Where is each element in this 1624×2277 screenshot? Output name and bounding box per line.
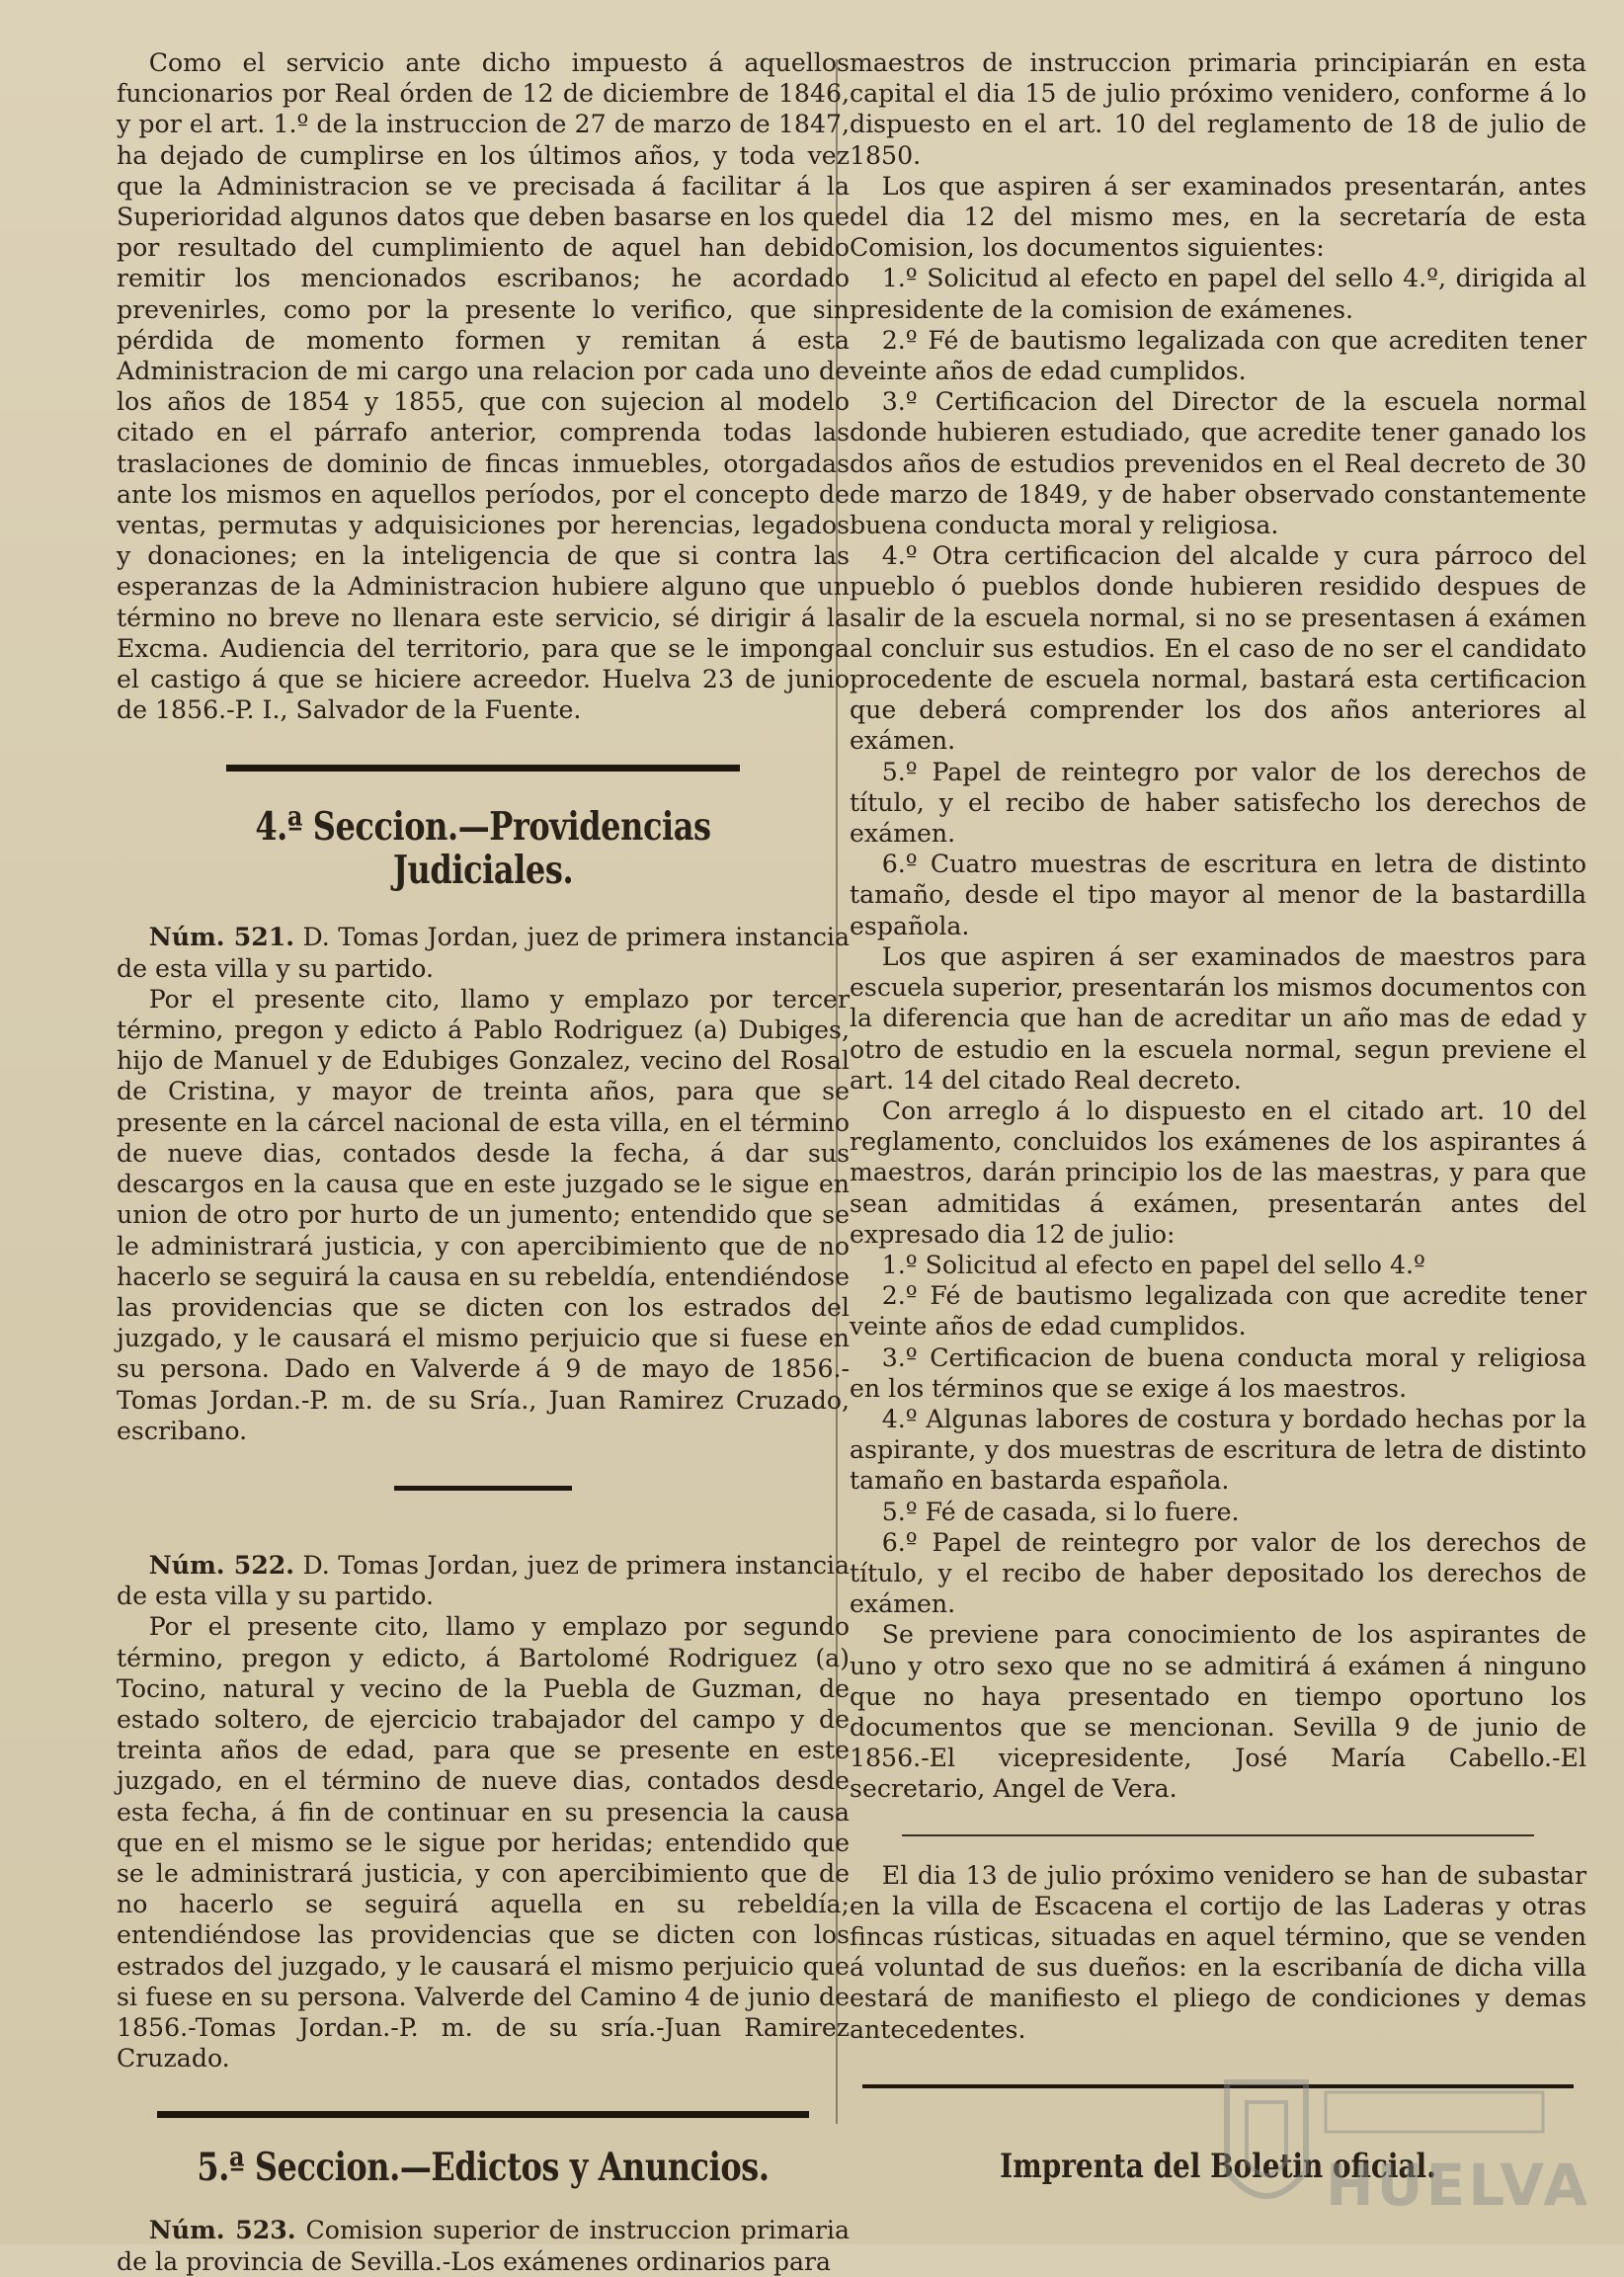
notice-521-number: Núm. 521.	[148, 922, 295, 952]
doc-maestras-2: 2.º Fé de bautismo legalizada con que acredite tener veinte años de edad cumplidos.	[850, 1281, 1586, 1342]
intro-paragraph: Como el servicio ante dicho impuesto á aquellos funcionarios por Real órden de 12 de diciembre de 1846, y por el art. 1.º de la instruccion de 27 de marzo de 1847, ha dejado de cumplirse en los últimos años, y toda vez que la Administracion se ve precisada á facilitar á la Superioridad algunos datos que deben basarse en los que por resultado del cumplimiento de aquel han debido remitir los mencionados escribanos; he acordado prevenirles, como por la presente lo verifico, que sin pérdida de momento formen y remitan á esta Administracion de mi cargo una relacion por cada uno de los años de 1854 y 1855, que con sujecion al modelo citado en el párrafo anterior, comprenda todas las traslaciones de dominio de fincas inmuebles, otorgadas ante los mismos en aquellos períodos, por el concepto de ventas, permutas y adquisiciones por herencias, legados y donaciones; en la inteligencia de que si contra las esperanzas de la Administracion hubiere alguno que un término no breve no llenara este servicio, sé dirigir á la Excma. Audiencia del territorio, para que se le imponga el castigo á que se hiciere acreedor. Huelva 23 de junio de 1856.-P. I., Salvador de la Fuente.	[117, 48, 850, 725]
notice-522-number: Núm. 522.	[148, 1549, 295, 1580]
doc-maestras-1: 1.º Solicitud al efecto en papel del sello 4.º	[881, 1250, 1425, 1279]
archive-stamp	[1217, 2063, 1591, 2233]
divider-rule	[157, 2111, 809, 2118]
doc-maestros-2: 2.º Fé de bautismo legalizada con que acrediten tener veinte años de edad cumplidos.	[850, 325, 1586, 386]
superior-school-paragraph: Los que aspiren á ser examinados de maestros para escuela superior, presentarán los mismos documentos con la diferencia que han de acreditar un año mas de edad y otro de estudio en la escuela normal, segun previene el art. 14 del citado Real decreto.	[850, 941, 1586, 1095]
section-4-title: 4.ª Seccion.—Providencias Judiciales.	[255, 804, 711, 894]
right-column	[850, 47, 1586, 2186]
subasta-paragraph: El dia 13 de julio próximo venidero se han de subastar en la villa de Escacena el cortijo de las Laderas y otras fincas rústicas, situadas en aquel término, que se venden á voluntad de sus dueños: en la escribanía de dicha villa estará de manifiesto el pliego de condiciones y demas antecedentes.	[850, 1860, 1586, 2044]
notice-523-continuation: maestros de instruccion primaria principiarán en esta capital el dia 15 de julio próximo venidero, conforme á lo dispuesto en el art. 10 del reglamento de 18 de julio de 1850.	[850, 48, 1586, 170]
notice-523-number: Núm. 523.	[148, 2215, 296, 2245]
imprint-line: Imprenta del Boletin oficial.	[1000, 2146, 1436, 2186]
notice-521-header	[117, 922, 850, 983]
aspirants-intro: Los que aspiren á ser examinados presentarán, antes del dia 12 del mismo mes, en la secretaría de esta Comision, los documentos siguientes:	[850, 171, 1586, 263]
doc-maestros-5: 5.º Papel de reintegro por valor de los derechos de título, y el recibo de haber satisfecho los derechos de exámen.	[850, 757, 1586, 849]
notice-522-header	[117, 1550, 850, 1611]
doc-maestros-6: 6.º Cuatro muestras de escritura en letra de distinto tamaño, desde el tipo mayor al menor de la bastardilla española.	[850, 850, 1586, 940]
notice-521-head: D. Tomas Jordan, juez de primera instancia de esta villa y su partido.	[117, 923, 851, 983]
doc-maestros-3: 3.º Certificacion del Director de la escuela normal donde hubieren estudiado, que acredite tener ganado los dos años de estudios prevenidos en el Real decreto de 30 de marzo de 1849, y de haber observado constantemente buena conducta moral y religiosa.	[850, 387, 1586, 540]
divider-rule	[226, 765, 740, 772]
section-5-title: 5.ª Seccion.—Edictos y Anuncios.	[197, 2145, 770, 2191]
doc-maestras-3: 3.º Certificacion de buena conducta moral y religiosa en los términos que se exige á los maestros.	[850, 1342, 1586, 1403]
doc-maestras-6: 6.º Papel de reintegro por valor de los derechos de título, y el recibo de haber depositado los derechos de exámen.	[850, 1527, 1586, 1619]
doc-maestros-1: 1.º Solicitud al efecto en papel del sello 4.º, dirigida al presidente de la comision de exámenes.	[850, 264, 1586, 324]
notice-523-text: Comision superior de instruccion primaria de la provincia de Sevilla.-Los exámenes ordinarios para	[117, 2216, 851, 2276]
notice-522-head: D. Tomas Jordan, juez de primera instancia de esta villa y su partido.	[117, 1550, 851, 1611]
doc-maestros-4: 4.º Otra certificacion del alcalde y cura párroco del pueblo ó pueblos donde hubieren residido despues de salir de la escuela normal, si no se presentasen á exámen al concluir sus estudios. En el caso de no ser el candidato procedente de escuela normal, bastará esta certificacion que deberá comprender los dos años anteriores al exámen.	[850, 541, 1586, 756]
doc-maestras-4: 4.º Algunas labores de costura y bordado hechas por la aspirante, y dos muestras de escritura de letra de distinto tamaño en bastarda española.	[850, 1404, 1586, 1496]
closing-paragraph: Se previene para conocimiento de los aspirantes de uno y otro sexo que no se admitirá á exámen á ninguno que no haya presentado en tiempo oportuno los documentos que se mencionan. Sevilla 9 de junio de 1856.-El vicepresidente, José María Cabello.-El secretario, Angel de Vera.	[850, 1620, 1586, 1804]
maestras-intro: Con arreglo á lo dispuesto en el citado art. 10 del reglamento, concluidos los exámenes de los aspirantes á maestros, darán principio los de las maestras, y para que sean admitidas á exámen, presentarán antes del expresado dia 12 de julio:	[850, 1096, 1586, 1249]
notice-521-body: Por el presente cito, llamo y emplazo por tercer término, pregon y edicto á Pablo Rodriguez (a) Dubiges, hijo de Manuel y de Edubiges Gonzalez, vecino del Rosal de Cristina, y mayor de treinta años, para que se presente en la cárcel nacional de esta villa, en el término de nueve dias, contados desde la fecha, á dar sus descargos en la causa que en este juzgado se le sigue en union de otro por hurto de un jumento; entendido que se le administrará justicia, y con apercibimiento que de no hacerlo se seguirá la causa en su rebeldía, entendiéndose las providencias que se dicten con los estrados del juzgado, y le causará el mismo perjuicio que si fuese en su persona. Dado en Valverde á 9 de mayo de 1856.-Tomas Jordan.-P. m. de su Sría., Juan Ramirez Cruzado, escribano.	[117, 984, 850, 1445]
stamp-text: HUELVA	[1326, 2152, 1591, 2219]
left-column	[117, 47, 850, 2277]
notice-522-body: Por el presente cito, llamo y emplazo por segundo término, pregon y edicto, á Bartolomé Rodriguez (a) Tocino, natural y vecino de la Puebla de Guzman, de estado soltero, de ejercicio trabajador del campo y de treinta años de edad, para que se presente en este juzgado, en el término de nueve dias, contados desde esta fecha, á fin de continuar en su presencia la causa que en el mismo se le sigue por heridas; entendido que se le administrará justicia, y con apercibimiento que de no hacerlo se seguirá aquella en su rebeldía; entendiéndose las providencias que se dicten con los estrados del juzgado, y le causará el mismo perjuicio que si fuese en su persona. Valverde del Camino 4 de junio de 1856.-Tomas Jordan.-P. m. de su sría.-Juan Ramirez Cruzado.	[117, 1612, 850, 2074]
doc-maestras-5: 5.º Fé de casada, si lo fuere.	[881, 1497, 1240, 1526]
notice-523-start	[117, 2215, 850, 2276]
